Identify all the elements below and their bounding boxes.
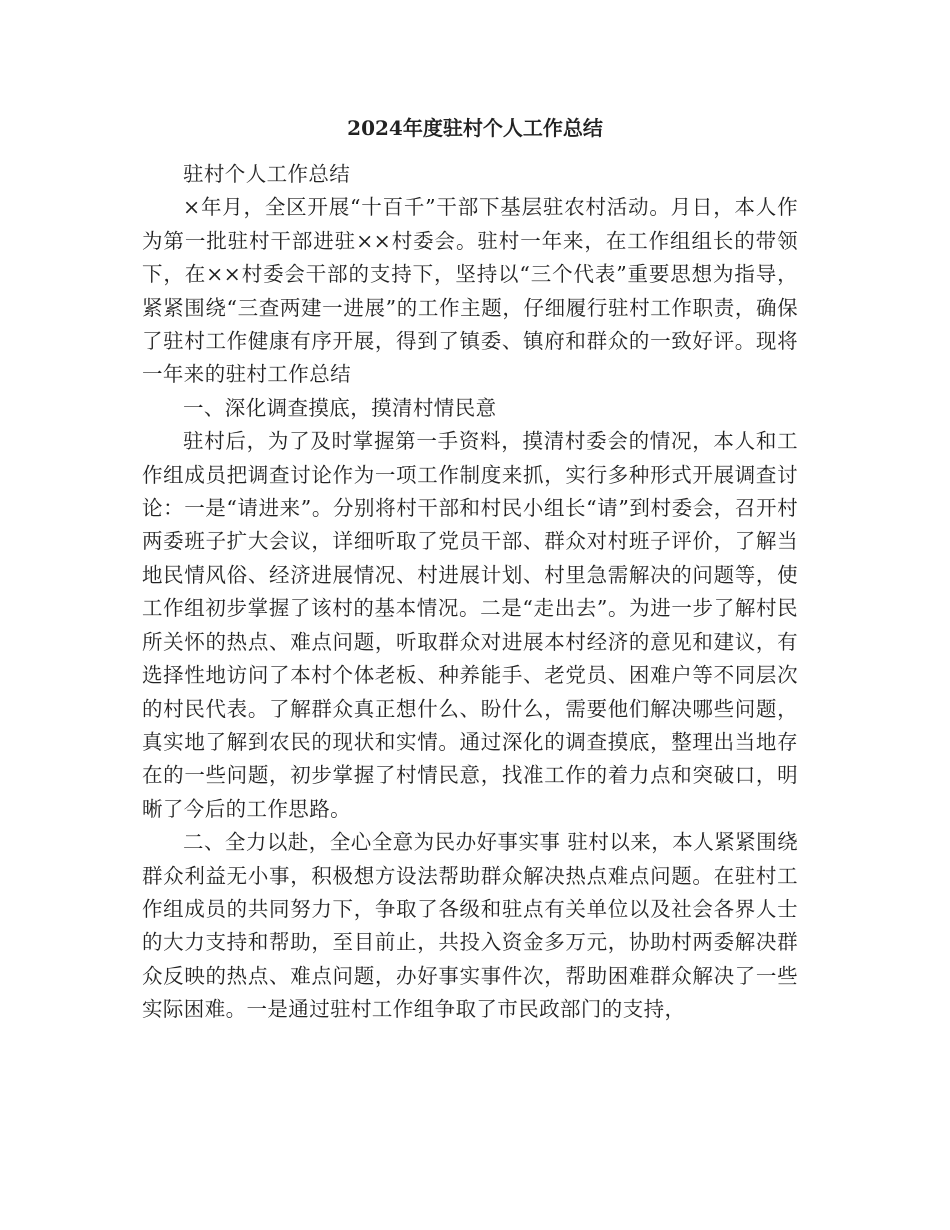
paragraph-section-heading-1: 一、深化调查摸底，摸清村情民意 — [183, 395, 497, 420]
paragraph-investigation: 驻村后，为了及时掌握第一手资料，摸清村委会的情况，本人和工作组成员把调查讨论作为一项工作制度来抓，实行多种形式开展调查讨论：一是“请进来”。分别将村干部和村民小组长“请”到村委会，召开村两委班子扩大会议，详细听取了党员干部、群众对村班子评价，了解当地民情风俗、经济进展情况、村进展计划、村里急需解决的问题等，使工作组初步掌握了该村的基本情况。二是“走出去”。为进一步了解村民所关怀的热点、难点问题，听取群众对进展本村经济的意见和建议，有选择性地访问了本村个体老板、种养能手、老党员、困难户等不同层次的村民代表。了解群众真正想什么、盼什么，需要他们解决哪些问题，真实地了解到农民的现状和实情。通过深化的调查摸底，整理出当地存在的一些问题，初步掌握了村情民意，找准工作的着力点和突破口，明晰了今后的工作思路。 — [142, 429, 798, 821]
paragraph-subtitle: 驻村个人工作总结 — [183, 162, 351, 186]
document-body — [142, 158, 798, 1027]
paragraph-section-2: 二、全力以赴，全心全意为民办好事实事 驻村以来，本人紧紧围绕群众利益无小事，积极想方设法帮助群众解决热点难点问题。在驻村工作组成员的共同努力下，争取了各级和驻点有关单位以及社会各界人士的大力支持和帮助，至目前止，共投入资金多万元，协助村两委解决群众反映的热点、难点问题，办好事实事件次，帮助困难群众解决了一些实际困难。一是通过驻村工作组争取了市民政部门的支持， — [142, 830, 798, 1022]
document-title: 2024年度驻村个人工作总结 — [347, 116, 603, 140]
paragraph-intro: ×年月，全区开展“十百千”干部下基层驻农村活动。月日，本人作为第一批驻村干部进驻××村委会。驻村一年来，在工作组组长的带领下，在××村委会干部的支持下，坚持以“三个代表”重要思想为指导，紧紧围绕“三查两建一进展”的工作主题，仔细履行驻村工作职责，确保了驻村工作健康有序开展，得到了镇委、镇府和群众的一致好评。现将一年来的驻村工作总结 — [142, 195, 798, 387]
